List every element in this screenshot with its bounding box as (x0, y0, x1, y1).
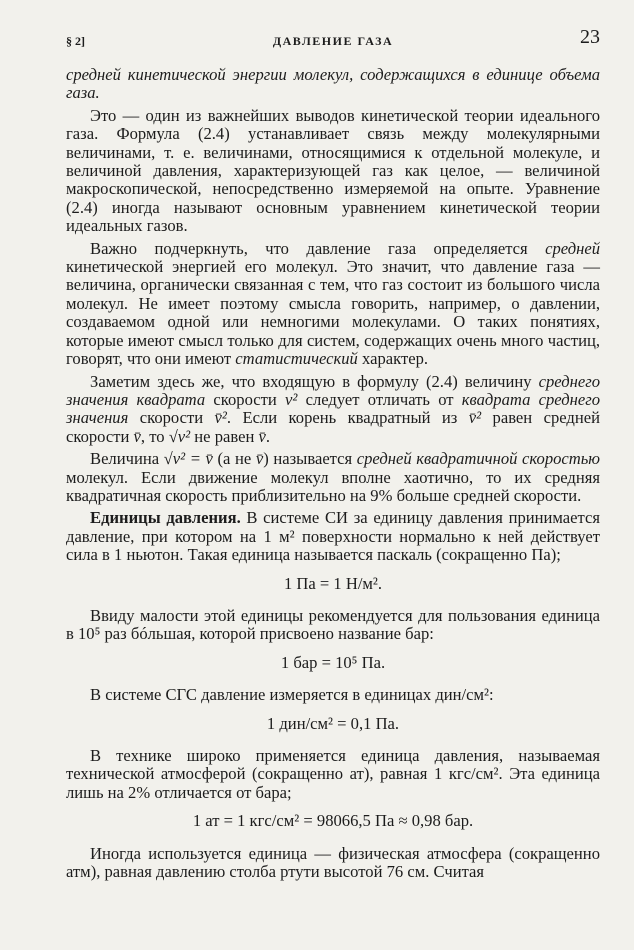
text-run: характер. (357, 349, 429, 369)
paragraph-main-conclusion: Это — один из важнейших выводов кинетической теории идеального газа. Формула (2.4) устанавливает связь между молекулярными величинами, т. е. величинами, относящимися к отдельной молекуле, и величиной давления, характеризующей газ как целое, — величиной макроскопической, непосредственно измеряемой на опыте. Уравнение (2.4) иногда называют основным уравнением кинетической теории идеальных газов. (66, 105, 600, 236)
math-term: v² (285, 389, 298, 409)
text-run: молекул. Если движение молекул вполне хаотично, то их средняя квадратичная скорость приблизительно на 9% больше средней скорости. (66, 467, 600, 505)
paragraph-rms-speed (66, 450, 600, 505)
paragraph-technical-atmosphere: В технике широко применяется единица давления, называемая технической атмосферой (сокращенно ат), равная 1 кгс/см². Эта единица лишь на 2% отличается от бара; (66, 746, 600, 802)
text-run: Важно подчеркнуть, что давление газа определяется (90, 238, 546, 258)
paragraph-continued (66, 66, 600, 103)
text-run: Величина (90, 449, 164, 469)
text-run: . Если корень квадратный из (226, 408, 469, 428)
paragraph-average-energy (66, 240, 600, 369)
text-run: В системе СИ за единицу давления принимается давление, при котором на 1 м² поверхности нормально к ней действует сила в 1 ньютон. Такая единица называется паскаль (сокращенно Па); (66, 508, 600, 565)
page-body (66, 66, 600, 885)
italic-text: статистический (235, 349, 358, 369)
italic-text: средней (545, 238, 600, 258)
running-title: ДАВЛЕНИЕ ГАЗА (272, 34, 394, 48)
text-run: скорости (205, 389, 286, 409)
text-run: Заметим здесь же, что входящую в формулу (2.4) величину (90, 371, 539, 391)
math-term: v̄ (133, 426, 141, 446)
text-run: не равен (190, 426, 259, 446)
paragraph-cgs: В системе СГС давление измеряется в единицах дин/см²: (90, 685, 494, 705)
italic-text: средней кинетической энергии молекул, содержащихся в единице объема газа. (66, 65, 600, 103)
math-term: v̄² (214, 408, 227, 428)
math-term: v̄² (468, 408, 482, 428)
formula-pascal: 1 Па = 1 Н/м². (283, 573, 383, 593)
paragraph-pressure-units (66, 509, 600, 564)
math-term: v̄ (255, 449, 264, 469)
text-run: скорости (128, 408, 215, 428)
text-run: ) называется (263, 449, 357, 469)
math-term: √v² (168, 426, 191, 446)
paragraph-physical-atmosphere: Иногда используется единица — физическая атмосфера (сокращенно атм), равная давлению столба ртути высотой 76 см. Считая (66, 843, 600, 882)
text-run: (а не (212, 449, 256, 469)
text-run: кинетической энергией его молекул. Это значит, что давление газа — величина, органически связанная с тем, что газ состоит из большого числа молекул. Не имеет поэтому смысла говорить, например, о давлении, создаваемом одной или немногими молекулами. О таких понятиях, которые имеют смысл только для систем, содержащих очень много частиц, говорят, что они имеют (66, 257, 600, 369)
page-number: 23 (580, 26, 600, 48)
formula-bar: 1 бар = 10⁵ Па. (280, 652, 386, 672)
text-run: . (265, 426, 271, 446)
text-run: , то (140, 426, 169, 446)
formula-dyne: 1 дин/см² = 0,1 Па. (266, 713, 400, 733)
formula-atmosphere: 1 ат = 1 кгс/см² = 98066,5 Па ≈ 0,98 бар. (192, 811, 474, 831)
italic-text: среднего значения квадрата (66, 371, 600, 409)
text-run: следует отличать от (297, 389, 462, 409)
math-term: √v² = v̄ (163, 449, 213, 469)
running-header (66, 26, 600, 50)
section-marker: § 2] (66, 34, 85, 48)
subsection-heading: Единицы давления. (90, 508, 241, 528)
italic-text: средней квадратичной скоростью (356, 449, 601, 469)
math-term: v̄ (258, 426, 266, 446)
paragraph-velocity-square (66, 373, 600, 447)
paragraph-bar: Ввиду малости этой единицы рекомендуется для пользования единица в 10⁵ раз бóльшая, которой присвоено название бар: (66, 605, 600, 644)
italic-text: квадрата среднего значения (66, 389, 600, 428)
text-run: равен средней скорости (66, 408, 600, 446)
